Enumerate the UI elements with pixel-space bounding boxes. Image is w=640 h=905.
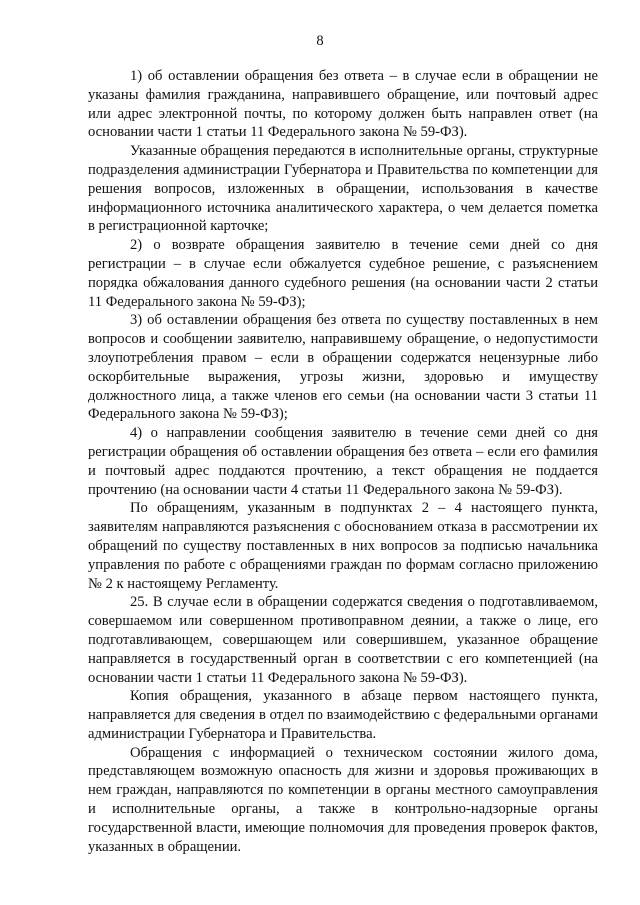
paragraph-item-2: 2) о возврате обращения заявителю в течение семи дней со дня регистрации – в случае если обжалуется судебное решение, с разъяснением порядка обжалования данного судебного решения (на основании части 2 статьи 11 Федерального закона № 59-ФЗ); [88, 237, 598, 310]
paragraph-referred-appeals: Указанные обращения передаются в исполнительные органы, структурные подразделения администрации Губернатора и Правительства по компетенции для решения вопросов, изложенных в обращении, использования в качестве информационного источника аналитического характера, о чем делается пометка в регистрационной карточке; [88, 143, 598, 235]
paragraph-section-25: 25. В случае если в обращении содержатся сведения о подготавливаемом, совершаемом или совершенном противоправном деянии, а также о лице, его подготавливающем, совершающем или совершившем, указанное обращение направляется в государственный орган в соответствии с его компетенцией (на основании части 1 статьи 11 Федерального закона № 59-ФЗ). [88, 594, 598, 686]
page-number: 8 [316, 33, 324, 49]
paragraph-item-4: 4) о направлении сообщения заявителю в течение семи дней со дня регистрации обращения об оставлении обращения без ответа – если его фамилия и почтовый адрес поддаются прочтению, а текст обращения не поддается прочтению (на основании части 4 статьи 11 Федерального закона № 59-ФЗ). [88, 425, 598, 498]
paragraph-copy-forwarding: Копия обращения, указанного в абзаце первом настоящего пункта, направляется для сведения в отдел по взаимодействию с федеральными органами администрации Губернатора и Правительства. [88, 688, 598, 742]
paragraph-item-3: 3) об оставлении обращения без ответа по существу поставленных в нем вопросов и сообщении заявителю, направившему обращение, о недопустимости злоупотребления правом – если в обращении содержатся нецензурные либо оскорбительные выражения, угрозы жизни, здоровью и имуществу должностного лица, а также членов его семьи (на основании части 3 статьи 11 Федерального закона № 59-ФЗ); [88, 312, 598, 423]
paragraph-explanations: По обращениям, указанным в подпунктах 2 – 4 настоящего пункта, заявителям направляются разъяснения с обоснованием отказа в рассмотрении их обращений по существу поставленных в них вопросов за подписью начальника управления по работе с обращениями граждан по формам согласно приложению № 2 к настоящему Регламенту. [88, 500, 598, 592]
paragraph-item-1: 1) об оставлении обращения без ответа – в случае если в обращении не указаны фамилия гражданина, направившего обращение, или почтовый адрес или адрес электронной почты, по которому должен быть направлен ответ (на основании части 1 статьи 11 Федерального закона № 59-ФЗ). [88, 68, 598, 141]
paragraph-housing-condition: Обращения с информацией о техническом состоянии жилого дома, представляющем возможную опасность для жизни и здоровья проживающих в нем граждан, направляются по компетенции в органы местного самоуправления и исполнительные органы, а также в контрольно-надзорные органы государственной власти, имеющие полномочия для проведения проверок фактов, указанных в обращении. [88, 744, 598, 855]
document-body [88, 67, 598, 856]
